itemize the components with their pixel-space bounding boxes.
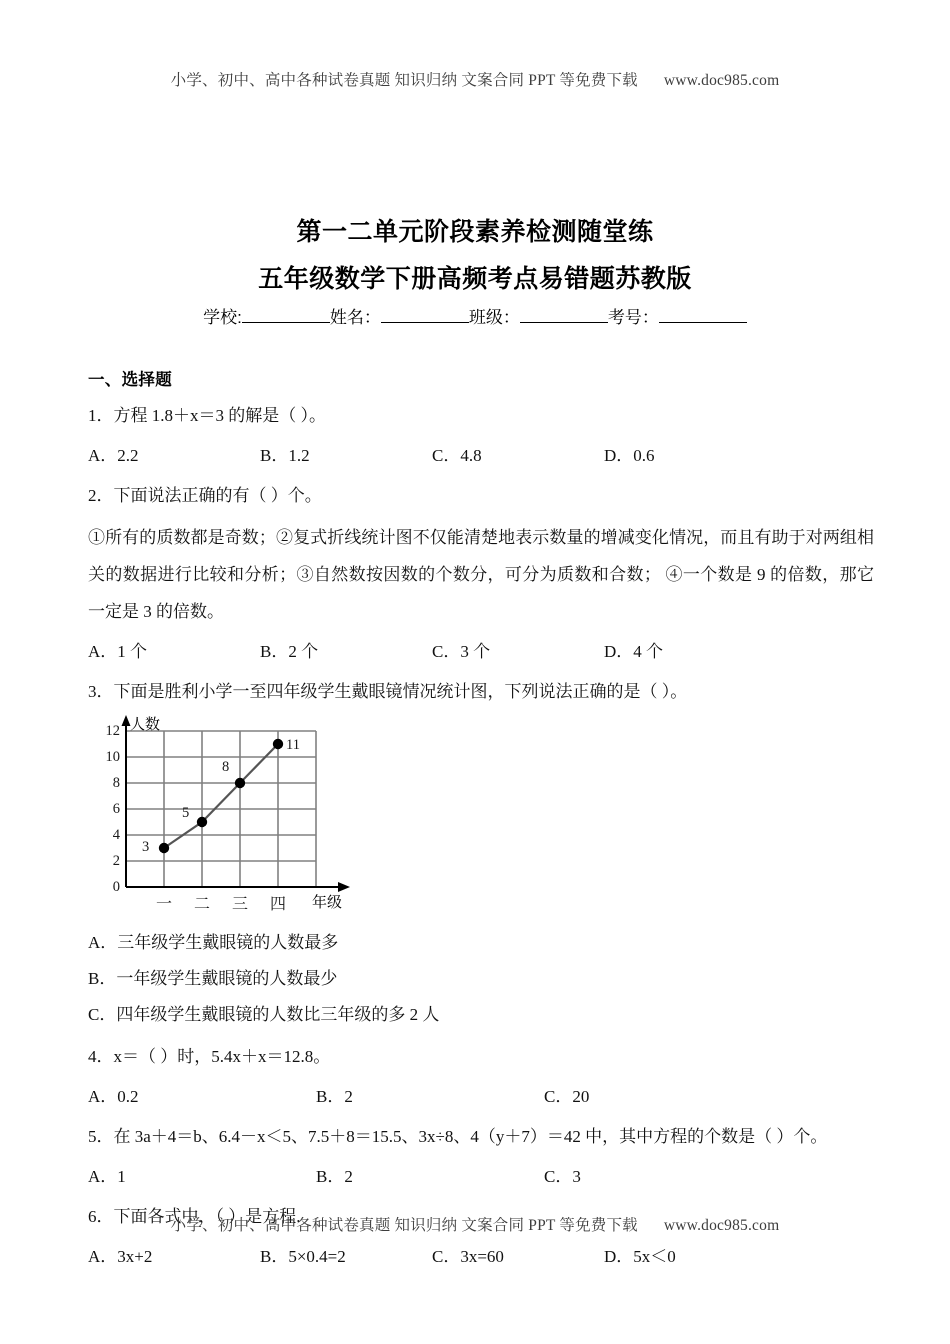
question-5-options: [88, 1160, 874, 1193]
header-watermark-url: www.doc985.com: [663, 72, 780, 89]
page-title-line1: 第一二单元阶段素养检测随堂练: [296, 218, 654, 246]
eyeglasses-line-chart: [94, 715, 404, 915]
chart-data-line: [164, 744, 278, 848]
chart-x-axis-title: 年级: [312, 894, 343, 911]
chart-ytick-6: 6: [112, 801, 120, 817]
chart-ytick-8: 8: [112, 775, 120, 791]
data-point-grade-3: [235, 778, 245, 788]
chart-point-label-1: 3: [142, 839, 150, 855]
name-label: 姓名：: [329, 308, 381, 327]
chart-xtick-grade-3: 三: [231, 896, 248, 913]
question-5-option-a[interactable]: A．1: [88, 1167, 126, 1186]
question-5-option-c[interactable]: C．3: [544, 1167, 581, 1186]
chart-y-axis-title: 人数: [130, 716, 161, 733]
question-1-option-c[interactable]: C．4.8: [432, 446, 482, 465]
school-blank[interactable]: [242, 308, 330, 323]
question-4-option-b[interactable]: B．2: [316, 1087, 353, 1106]
question-6-option-c[interactable]: C．3x=60: [432, 1247, 504, 1266]
chart-ytick-2: 2: [112, 853, 120, 869]
question-4-option-a[interactable]: A．0.2: [88, 1087, 139, 1106]
question-6-options: [88, 1240, 874, 1273]
question-2-body: ①所有的质数都是奇数；②复式折线统计图不仅能清楚地表示数量的增减变化情况，而且有助于对两组相关的数据进行比较和分析；③自然数按因数的个数分，可分为质数和合数； ④一个数是 9 的倍数，那它一定是 3 的倍数。: [88, 528, 874, 621]
footer-watermark-text: 小学、初中、高中各种试卷真题 知识归纳 文案合同 PPT 等免费下载: [170, 1217, 638, 1234]
questions-container: [88, 366, 874, 1280]
footer-watermark-url: www.doc985.com: [663, 1217, 780, 1234]
chart-point-label-3: 8: [222, 759, 230, 775]
chart-point-label-2: 5: [182, 805, 190, 821]
question-3-option-c[interactable]: C．四年级学生戴眼镜的人数比三年级的多 2 人: [88, 1005, 440, 1024]
question-5-stem: 5．在 3a＋4＝b、6.4－x＜5、7.5＋8＝15.5、3x÷8、4（y＋7）＝42 中，其中方程的个数是（ ）个。: [88, 1127, 828, 1146]
question-3-stem: 3．下面是胜利小学一至四年级学生戴眼镜情况统计图，下列说法正确的是（ ）。: [88, 682, 688, 701]
question-2-option-d[interactable]: D．4 个: [604, 642, 664, 661]
question-1-options: [88, 439, 874, 472]
section-heading-choice: 一、选择题: [88, 371, 172, 389]
data-point-grade-2: [197, 817, 207, 827]
student-info-line: [0, 303, 950, 328]
name-blank[interactable]: [381, 308, 469, 323]
footer-watermark: [0, 1213, 950, 1235]
question-4-options: [88, 1080, 874, 1113]
school-label: 学校:: [203, 308, 242, 327]
question-6-option-a[interactable]: A．3x+2: [88, 1247, 153, 1266]
question-5-option-b[interactable]: B．2: [316, 1167, 353, 1186]
question-4-stem: 4．x＝（ ）时，5.4x＋x＝12.8。: [88, 1047, 331, 1066]
question-1-option-b[interactable]: B．1.2: [260, 446, 310, 465]
chart-point-label-4: 11: [286, 737, 300, 753]
question-2-option-a[interactable]: A．1 个: [88, 642, 148, 661]
question-2-options: [88, 635, 874, 668]
question-3-options: [88, 925, 874, 1033]
question-1-stem: 1．方程 1.8＋x＝3 的解是（ ）。: [88, 406, 326, 425]
question-2-option-b[interactable]: B．2 个: [260, 642, 319, 661]
chart-xtick-grade-1: 一: [155, 896, 172, 913]
question-3-option-b[interactable]: B．一年级学生戴眼镜的人数最少: [88, 969, 338, 988]
chart-ytick-12: 12: [105, 723, 120, 739]
exam-no-blank[interactable]: [659, 308, 747, 323]
chart-data-points: [159, 739, 283, 853]
question-6-stem: 6．下面各式中，（ ）是方程.: [88, 1207, 301, 1226]
chart-ytick-0: 0: [112, 879, 120, 895]
class-blank[interactable]: [520, 308, 608, 323]
question-3-option-a[interactable]: A．三年级学生戴眼镜的人数最多: [88, 933, 339, 952]
question-6-option-b[interactable]: B．5×0.4=2: [260, 1247, 346, 1266]
class-label: 班级：: [468, 308, 520, 327]
question-2-option-c[interactable]: C．3 个: [432, 642, 491, 661]
question-4-option-c[interactable]: C．20: [544, 1087, 590, 1106]
page-title-line2: 五年级数学下册高频考点易错题苏教版: [258, 265, 692, 293]
question-1-option-d[interactable]: D．0.6: [604, 446, 655, 465]
question-2-stem: 2．下面说法正确的有（ ）个。: [88, 486, 322, 505]
chart-ytick-10: 10: [105, 749, 120, 765]
chart-xtick-grade-4: 四: [269, 896, 286, 913]
header-watermark-text: 小学、初中、高中各种试卷真题 知识归纳 文案合同 PPT 等免费下载: [170, 72, 638, 89]
question-6-option-d[interactable]: D．5x＜0: [604, 1247, 676, 1266]
data-point-grade-1: [159, 843, 169, 853]
header-watermark: [0, 68, 950, 90]
data-point-grade-4: [273, 739, 283, 749]
line-chart-svg: [94, 715, 404, 915]
chart-ytick-4: 4: [112, 827, 120, 843]
exam-no-label: 考号：: [607, 308, 659, 327]
chart-gridlines: [126, 731, 316, 887]
question-1-option-a[interactable]: A．2.2: [88, 446, 139, 465]
chart-xtick-grade-2: 二: [193, 896, 210, 913]
